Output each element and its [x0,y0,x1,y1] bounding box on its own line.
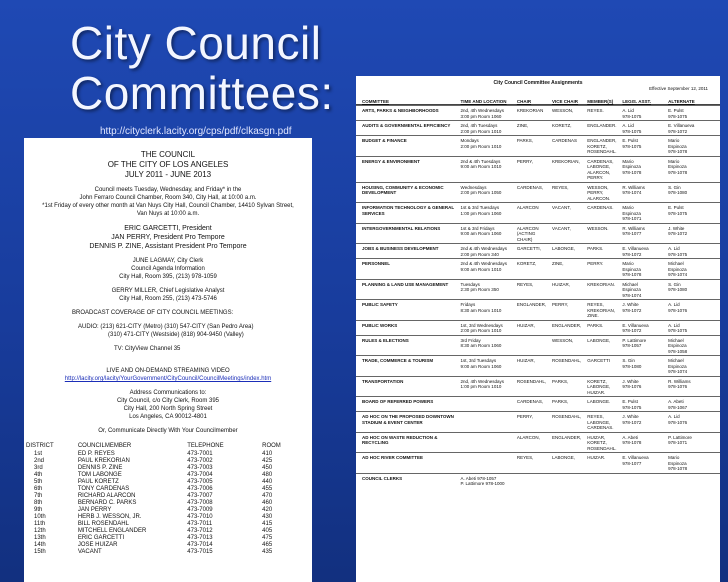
alternate-cell: Michael Espinoza 978-1058 [668,337,688,354]
members-cell: ENGLANDER. [587,123,617,128]
legis-asst-cell: E. Pulst 978-1075 [622,138,642,149]
members-cell: REYES. [587,108,604,113]
column-header: MEMBER(S) [587,98,614,104]
contact-line: Or, Communicate Directly With Your Councilmember [98,428,238,434]
time-location-cell: 2nd, 4th Tuesdays 2:00 pm Room 1010 [460,123,502,134]
telephone-cell: 473-7011 [187,521,213,527]
alternate-cell: P. Lattimore 978-1071 [668,434,692,445]
analyst-info [24,287,312,303]
councilmember-cell: HERB J. WESSON, JR. [77,514,142,520]
councilmember-cell: BILL ROSENDAHL [77,521,129,527]
room-cell: 480 [262,472,273,478]
table-row [24,521,312,528]
room-cell: 420 [262,507,273,513]
councilmember-cell: PAUL KORETZ [77,479,119,485]
telephone-cell: 473-7002 [187,458,213,464]
members-cell: ENGLANDER, KORETZ, ROSENDAHL. [587,138,617,154]
vice-chair-cell: LABONGE, [552,455,576,460]
councilmember-cell: TOM LABONGE [77,472,122,478]
committee-row [356,135,720,156]
table-header-row [24,441,312,451]
telephone-cell: 473-7006 [187,486,213,492]
legis-asst-cell: E. Villanueva 978-1077 [622,455,649,466]
councilmember-cell: JAN PERRY [77,507,112,513]
legis-asst-cell [622,476,668,487]
vice-chair-cell: CARDENAS [552,138,578,143]
telephone-cell: 473-7014 [187,542,213,548]
vice-chair-cell: VACANT, [552,225,571,231]
alternate-cell: Mario Espinoza 978-1078 [668,138,688,154]
council-header [24,150,312,180]
column-header: VICE CHAIR [552,98,579,104]
members-cell: CARDENAS. [587,205,614,210]
district-cell: 9th [34,507,43,513]
legis-asst-cell: A. Abeti 978-1078 [622,434,642,445]
address-line: Address Communications to: [129,390,207,396]
room-cell: 455 [262,486,273,492]
telephone-cell: 473-7008 [187,500,213,506]
room-cell: 415 [262,521,273,527]
committee-row [356,243,720,258]
vice-chair-cell: VACANT, [552,205,571,210]
chair-cell: PARKS, [516,138,534,143]
vice-chair-cell: ENGLANDER, [552,434,582,440]
members-cell: CARDENAS, LABONGE, ALARCON, PERRY. [587,158,614,180]
councilmember-cell: ED P. REYES [77,451,115,457]
time-location-cell: 3rd Friday 8:30 am Room 1060 [460,337,502,348]
committee-row [356,223,720,244]
meeting-line: John Ferraro Council Chamber, Room 340, City Hall, at 10:00 a.m. [79,195,257,201]
alternate-cell: Mario Espinoza 978-1078 [668,158,688,175]
room-cell: 430 [262,514,273,520]
room-cell: 475 [262,535,273,541]
alternate-cell: A. Lid 978-1075 [668,322,688,333]
telephone-cell: 473-7001 [187,451,213,457]
councilmember-table [24,441,312,556]
committee-row [356,156,720,182]
address-info [24,389,312,421]
meeting-info [24,186,312,218]
alternate-cell: Mario Espinoza 978-1078 [668,455,688,471]
councilmember-cell: ERIC GARCETTI [77,535,125,541]
table-row [24,458,312,465]
table-row [24,549,312,556]
district-cell: 7th [34,493,43,499]
vice-chair-cell: WESSON, [552,337,574,343]
chair-cell: HUIZAR, [516,322,535,328]
time-location-cell [461,414,517,431]
time-location-cell: 2nd, 4th Wednesdays 3:00 pm Room 1060 [460,108,504,119]
time-location-cell: Tuesdays 2:30 pm Room 350 [460,281,499,292]
members-cell: LABONGE. [587,399,611,404]
members-cell: KREKORIAN. [587,281,615,287]
time-location-cell: 1st, 3rd Wednesdays 2:00 pm Room 1010 [460,322,503,333]
committee-name-cell: INFORMATION TECHNOLOGY & GENERAL SERVICES [362,205,455,216]
meeting-line: *1st Friday of every other month at Van Nuys City Hall, Council Chamber, 14410 Sylvan Street, [42,203,294,209]
district-cell: 1st [34,451,43,457]
chair-cell: ALARCON [516,205,539,210]
committee-name-cell: PUBLIC WORKS [362,322,398,328]
table-row [24,465,312,472]
committee-name-cell: AD HOC ON WASTE REDUCTION & RECYCLING [362,434,438,445]
chair-cell: KREKORIAN [516,108,544,113]
alternate-cell: A. Abeti 978-1067 [668,399,688,410]
header-line: JULY 2011 - JUNE 2013 [124,170,212,179]
time-location-cell: Mondays 2:00 pm Room 1010 [460,138,502,149]
committee-name-cell: AD HOC ON THE PROPOSED DOWNTOWN STADIUM & EVENT CENTER [362,414,454,425]
district-cell: 8th [34,500,43,506]
council-info-document [24,138,312,582]
committee-row [356,396,720,411]
telephone-cell: 473-7004 [187,472,213,478]
column-header: ROOM [262,443,281,449]
councilmember-cell: JOSE HUIZAR [77,542,118,548]
legis-asst-cell: Mario Espinoza 978-1078 [622,158,642,175]
district-cell: 13th [34,535,46,541]
chair-cell [517,338,552,355]
legis-asst-cell: Michael Espinoza 978-1074 [622,281,642,298]
committee-row [356,258,720,279]
table-row [24,493,312,500]
vice-chair-cell: WESSON, [552,108,574,113]
legis-asst-cell: J. White 978-1072 [622,414,642,425]
streaming-link[interactable]: http://lacity.org/lacity/YourGovernment/CityCouncil/CouncilMeetings/index.htm [64,376,272,382]
councilmember-cell: MITCHELL ENGLANDER [77,528,147,534]
alternate-cell [668,476,714,487]
committee-row [356,355,720,376]
committee-name-cell: TRANSPORTATION [362,378,404,384]
vice-chair-cell: PARKS, [552,378,569,384]
tv-info: TV: CityView Channel 35 [114,346,181,352]
committee-row [356,411,720,432]
telephone-cell: 473-7005 [187,479,213,485]
vice-chair-cell: PARKS, [552,399,569,404]
committee-row [356,320,720,335]
table-row [24,479,312,486]
table-row [24,535,312,542]
committee-name-cell: COUNCIL CLERKS [362,475,403,481]
committee-name-cell: PLANNING & LAND USE MANAGEMENT [362,281,449,287]
table-row [24,472,312,479]
members-cell: HUIZAR. [587,455,606,460]
officer-line: ERIC GARCETTI, President [124,225,212,232]
legis-asst-cell: Mario Espinoza 978-1071 [622,205,642,221]
vice-chair-cell: KORETZ, [552,123,572,128]
district-cell: 15th [34,549,46,555]
room-cell: 450 [262,465,273,471]
councilmember-table-body [24,451,312,556]
chair-cell: HUIZAR, [516,358,535,363]
time-location-cell: 2nd & 4th Tuesdays 9:00 am Room 1010 [460,158,502,169]
header-line: OF THE CITY OF LOS ANGELES [107,160,229,169]
vice-chair-cell: ROSENDAHL, [552,358,582,363]
audio-info [24,323,312,339]
committee-row [356,120,720,135]
district-cell: 14th [34,542,46,548]
chair-cell: GARCETTI, [516,246,541,251]
chair-cell: ENGLANDER, [516,302,547,307]
district-cell: 4th [34,472,43,478]
clerk-line: JUNE LAGMAY, City Clerk [132,258,204,264]
effective-date: Effective September 12, 2011 [649,86,708,91]
table-row [24,514,312,521]
committee-row [356,279,720,300]
committee-row [356,299,720,320]
members-cell [587,476,622,487]
column-header: TELEPHONE [187,443,224,449]
committee-row [356,335,720,356]
time-location-cell: 1st, 3rd Tuesdays 9:00 am Room 1060 [460,358,502,369]
committee-name-cell: ARTS, PARKS & NEIGHBORHOODS [362,108,439,113]
members-cell: PARKS. [587,246,604,251]
alternate-cell: A. Lid 978-1075 [668,246,688,257]
chair-cell: REYES, [516,455,534,460]
table-row [24,451,312,458]
time-location-cell: 1st & 3rd Tuesdays 1:00 pm Room 1060 [460,205,502,216]
vice-chair-cell: LABONGE, [552,246,576,251]
district-cell: 12th [34,528,46,534]
chair-cell: REYES, [516,281,534,287]
column-header: COMMITTEE [362,98,389,104]
time-location-cell [461,455,517,472]
vice-chair-cell [552,476,587,487]
column-header: DISTRICT [26,443,54,449]
members-cell: LABONGE, [587,337,611,343]
time-location-cell [461,399,517,410]
councilmember-cell: PAUL KREKORIAN [77,458,130,464]
vice-chair-cell: HUIZAR, [552,281,571,287]
column-header: ALTERNATE [668,98,695,104]
table-row [24,507,312,514]
committee-name-cell: AUDITS & GOVERNMENTAL EFFICIENCY [362,123,451,128]
committee-row [356,182,720,203]
alternate-cell: E. Villanueva 978-1072 [668,123,695,134]
analyst-line: City Hall, Room 255, (213) 473-5746 [119,296,217,302]
committee-row [356,105,720,120]
members-cell: HUIZAR, KORETZ, ROSENDAHL. [587,434,617,451]
legis-asst-cell: R. Williams 978-1077 [622,225,645,236]
legis-asst-cell: R. Williams 978-1074 [622,184,645,195]
assignments-title: City Council Committee Assignments [493,80,583,86]
vice-chair-cell: ZINE, [552,261,564,266]
committee-name-cell: BUDGET & FINANCE [362,138,407,143]
room-cell: 435 [262,549,273,555]
alternate-cell: E. Pulst 978-1075 [668,108,688,119]
councilmember-cell: DENNIS P. ZINE [77,465,123,471]
column-header: CHAIR [516,98,532,104]
streaming-heading: LIVE AND ON-DEMAND STREAMING VIDEO [106,368,230,374]
chair-cell: PERRY, [516,158,533,164]
clerk-line: Council Agenda Information [131,266,205,272]
district-cell: 3rd [34,465,43,471]
district-cell: 6th [34,486,43,492]
time-location-cell: 2nd, 4th Wednesdays 1:00 pm Room 1010 [460,378,504,389]
officer-line: DENNIS P. ZINE, Assistant President Pro Tempore [89,243,247,250]
broadcast-heading: BROADCAST COVERAGE OF CITY COUNCIL MEETINGS: [72,310,234,316]
members-cell: WESSON, PERRY, ALARCON. [587,184,611,201]
councilmember-cell: BERNARD C. PARKS [77,500,137,506]
address-line: Los Angeles, CA 90012-4801 [129,414,207,420]
room-cell: 405 [262,528,273,534]
legis-asst-cell: E. Pulst 978-1075 [622,399,642,410]
committee-name-cell: PUBLIC SAFETY [362,302,398,307]
committee-row [356,202,720,223]
time-location-cell: 2nd & 4th Wednesdays 9:00 am Room 1010 [460,261,507,272]
slide-title: City Council Committees: [70,17,334,119]
alternate-cell: A. Lid 978-1076 [668,302,688,313]
table-row [24,486,312,493]
members-cell: WESSON. [587,225,609,231]
telephone-cell: 473-7003 [187,465,213,471]
vice-chair-cell: KREKORIAN, [552,158,580,164]
alternate-cell: J. White 978-1072 [668,225,688,236]
clerk-line: City Hall, Room 395, (213) 978-1059 [119,274,217,280]
legis-asst-cell: E. Villanueva 978-1072 [622,322,649,333]
assignments-table-body [356,105,720,488]
vice-chair-cell: ENGLANDER, [552,322,582,328]
telephone-cell: 473-7007 [187,493,213,499]
committee-name-cell: HOUSING, COMMUNITY & ECONOMIC DEVELOPMENT [362,184,444,195]
alternate-cell: R. Williams 978-1076 [668,378,691,389]
chair-cell: ZINE, [516,123,529,128]
time-location-cell [461,435,517,452]
source-url[interactable]: http://cityclerk.lacity.org/cps/pdf/clkasgn.pdf [100,126,292,137]
legis-asst-cell: E. Villanueva 978-1072 [622,246,649,257]
vice-chair-cell: PERRY, [552,302,569,307]
committee-name-cell: INTERGOVERNMENTAL RELATIONS [362,225,441,231]
column-header: TIME AND LOCATION [460,98,507,104]
time-location-cell: 1st & 3rd Fridays 9:00 am Room 1060 [460,225,502,236]
time-location-cell: A. Abeti 978-1057 P. Lattimore 978-1000 [460,475,505,486]
committee-row [356,452,720,473]
room-cell: 410 [262,451,273,457]
alternate-cell: S. Gin 978-1080 [668,281,688,292]
alternate-cell: E. Pulst 978-1075 [668,205,688,216]
table-row [24,528,312,535]
meeting-line: Council meets Tuesday, Wednesday, and Friday* in the [94,187,242,193]
meeting-line: Van Nuys at 10:00 a.m. [136,211,200,217]
analyst-line: GERRY MILLER, Chief Legislative Analyst [111,288,225,294]
committee-name-cell: ENERGY & ENVIRONMENT [362,158,420,164]
members-cell: KORETZ, LABONGE, HUIZAR. [587,378,611,395]
district-cell: 11th [34,521,46,527]
legis-asst-cell: S. Gin 978-1080 [622,358,642,369]
alternate-cell: S. Gin 978-1080 [668,184,688,195]
address-line: City Hall, 200 North Spring Street [123,406,213,412]
members-cell: GARCETTI [587,358,610,363]
chair-cell: ROSENDAHL, [516,378,547,384]
table-row [24,542,312,549]
committee-row [356,473,720,488]
legis-asst-cell: Mario Espinoza 978-1078 [622,261,642,277]
telephone-cell: 473-7015 [187,549,213,555]
officer-line: JAN PERRY, President Pro Tempore [111,234,225,241]
committee-name-cell: RULES & ELECTIONS [362,337,409,343]
legis-asst-cell: P. Lattimore 978-1057 [622,337,647,348]
chair-cell: ALARCON, [516,434,540,440]
members-cell: PARKS. [587,322,604,328]
vice-chair-cell: REYES, [552,184,569,190]
district-cell: 5th [34,479,43,485]
legis-asst-cell: A. Lid 978-1075 [622,123,642,134]
committee-name-cell: TRADE, COMMERCE & TOURISM [362,358,434,363]
vice-chair-cell: ROSENDAHL, [552,414,582,419]
telephone-cell: 473-7012 [187,528,213,534]
councilmember-cell: RICHARD ALARCON [77,493,136,499]
time-location-cell: 2nd & 4th Wednesdays 2:00 pm Room 340 [460,246,507,257]
room-cell: 470 [262,493,273,499]
column-header: LEGIS. ASST. [622,98,652,104]
members-cell: REYES, LABONGE, CARDENAS. [587,414,614,430]
committee-row [356,376,720,397]
telephone-cell: 473-7013 [187,535,213,541]
committee-name-cell: BOARD OF REFERRED POWERS [362,399,434,404]
chair-cell: CARDENAS, [516,399,544,404]
members-cell: REYES, KREKORIAN, ZINE. [587,302,615,318]
chair-cell: ALARCON (ACTING CHAIR) [516,225,539,242]
telephone-cell: 473-7010 [187,514,213,520]
committee-name-cell: PERSONNEL [362,261,391,266]
legis-asst-cell: J. White 978-1072 [622,302,642,313]
alternate-cell: Michael Espinoza 978-1074 [668,358,688,374]
time-location-cell: Wednesdays 2:00 pm Room 1050 [460,184,502,195]
room-cell: 460 [262,500,273,506]
table-row [24,500,312,507]
room-cell: 465 [262,542,273,548]
chair-cell: KORETZ, [516,261,537,266]
councilmember-cell: VACANT [77,549,102,555]
legis-asst-cell: J. White 978-1076 [622,378,642,389]
officers [24,224,312,251]
committee-assignments-document [356,76,720,582]
room-cell: 425 [262,458,273,464]
committee-name-cell: AD HOC RIVER COMMITTEE [362,455,424,460]
audio-line: AUDIO: (213) 621-CITY (Metro) (310) 547-CITY (San Pedro Area) [78,324,254,330]
column-header: COUNCILMEMBER [77,443,132,449]
councilmember-cell: TONY CARDENAS [77,486,130,492]
legis-asst-cell: A. Lid 978-1075 [622,108,642,119]
chair-cell [517,476,552,487]
members-cell: PERRY. [587,261,604,266]
room-cell: 440 [262,479,273,485]
telephone-cell: 473-7009 [187,507,213,513]
alternate-cell: Michael Espinoza 978-1074 [668,261,688,277]
committee-row [356,432,720,453]
alternate-cell: A. Lid 978-1076 [668,414,688,425]
header-line: THE COUNCIL [140,150,196,159]
district-cell: 10th [34,514,46,520]
committee-name-cell: JOBS & BUSINESS DEVELOPMENT [362,246,439,251]
chair-cell: PERRY, [516,414,533,419]
address-line: City Council, c/o City Clerk, Room 395 [116,398,220,404]
city-clerk-info [24,257,312,281]
audio-line: (310) 471-CITY (Westside) (818) 904-9450 (Valley) [108,332,244,338]
chair-cell: CARDENAS, [516,184,544,190]
time-location-cell: Fridays 8:30 am Room 1010 [460,302,502,313]
district-cell: 2nd [34,458,45,464]
